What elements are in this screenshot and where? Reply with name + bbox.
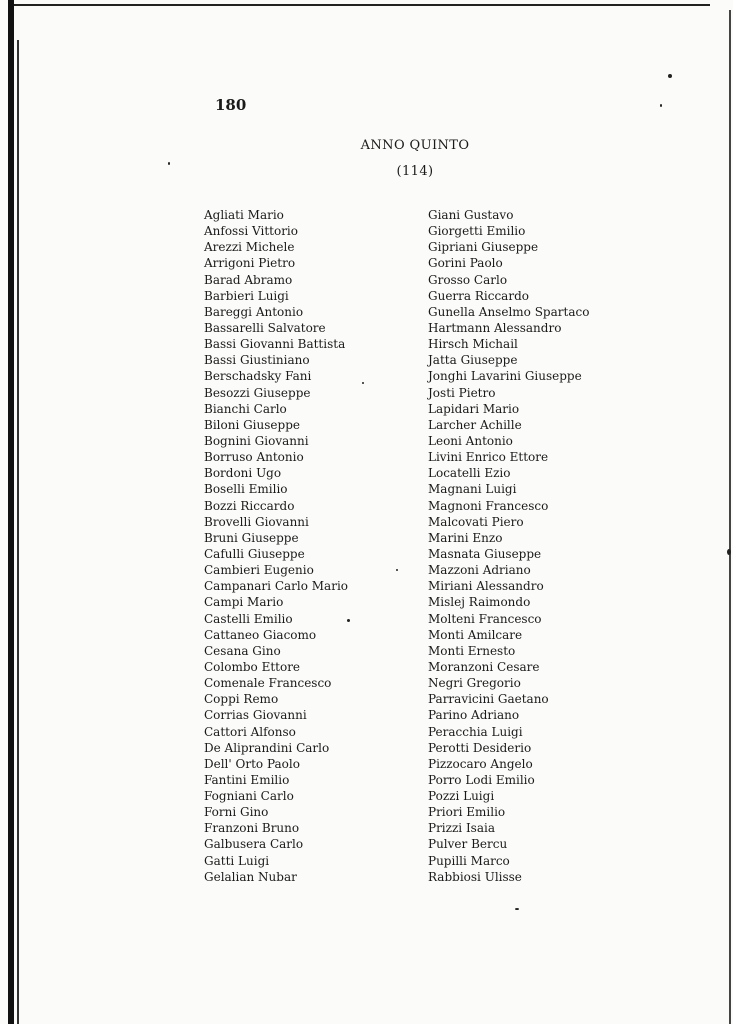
list-item: Arrigoni Pietro	[204, 256, 296, 271]
list-item: Parravicini Gaetano	[428, 692, 549, 707]
list-item: Cafulli Giuseppe	[204, 546, 305, 561]
list-item: Pupilli Marco	[428, 853, 510, 868]
list-item: Peracchia Luigi	[428, 724, 523, 739]
list-item: Boselli Emilio	[204, 482, 288, 497]
list-item: Coppi Remo	[204, 692, 279, 707]
list-item: Barad Abramo	[204, 272, 293, 287]
list-item: Hartmann Alessandro	[428, 320, 562, 335]
list-item: Parino Adriano	[428, 708, 520, 723]
ink-speck	[515, 908, 519, 910]
list-item: Gipriani Giuseppe	[428, 240, 539, 255]
page-edge-left-inner	[17, 40, 19, 1024]
list-item: Locatelli Ezio	[428, 466, 511, 481]
page-title: ANNO QUINTO	[360, 138, 470, 153]
list-item: Corrias Giovanni	[204, 708, 307, 723]
list-item: Bruni Giuseppe	[204, 530, 299, 545]
list-item: Jatta Giuseppe	[428, 353, 518, 368]
list-item: Anfossi Vittorio	[204, 224, 298, 239]
ink-speck	[727, 549, 731, 555]
list-item: Prizzi Isaia	[428, 821, 495, 836]
list-item: Bareggi Antonio	[204, 304, 304, 319]
list-item: Cattaneo Giacomo	[204, 627, 317, 642]
list-item: Campi Mario	[204, 595, 284, 610]
list-item: Bozzi Riccardo	[204, 498, 295, 513]
list-item: Grosso Carlo	[428, 272, 508, 287]
list-item: Leoni Antonio	[428, 433, 513, 448]
list-item: Bianchi Carlo	[204, 401, 287, 416]
list-item: Bassi Giovanni Battista	[204, 337, 346, 352]
list-item: Cesana Gino	[204, 643, 281, 658]
page-edge-top	[10, 4, 710, 6]
list-item: Guerra Riccardo	[428, 288, 529, 303]
list-item: Lapidari Mario	[428, 401, 520, 416]
list-item: Hirsch Michail	[428, 337, 518, 352]
list-item: Arezzi Michele	[204, 240, 295, 255]
list-item: Gorini Paolo	[428, 256, 503, 271]
list-item: Monti Ernesto	[428, 643, 516, 658]
list-item: Gunella Anselmo Spartaco	[428, 304, 590, 319]
ink-speck	[396, 569, 398, 571]
ink-speck	[660, 104, 662, 107]
names-column-left	[204, 207, 348, 885]
list-item: Negri Gregorio	[428, 676, 521, 691]
list-item: Giani Gustavo	[428, 208, 514, 222]
list-item: Moranzoni Cesare	[428, 659, 540, 674]
list-item: Josti Pietro	[428, 385, 496, 400]
list-item: De Aliprandini Carlo	[204, 740, 330, 755]
list-item: Livini Enrico Ettore	[428, 450, 549, 465]
list-item: Fantini Emilio	[204, 772, 290, 787]
list-item: Perotti Desiderio	[428, 740, 532, 755]
ink-speck	[362, 382, 364, 384]
list-item: Fogniani Carlo	[204, 789, 294, 804]
list-item: Pozzi Luigi	[428, 789, 495, 804]
list-item: Larcher Achille	[428, 417, 522, 432]
page-edge-right	[729, 10, 731, 1024]
list-item: Gelalian Nubar	[204, 869, 297, 884]
list-item: Marini Enzo	[428, 530, 503, 545]
list-item: Mislej Raimondo	[428, 595, 531, 610]
list-item: Biloni Giuseppe	[204, 417, 300, 432]
list-item: Campanari Carlo Mario	[204, 579, 349, 594]
list-item: Galbusera Carlo	[204, 837, 304, 852]
list-item: Agliati Mario	[204, 208, 284, 222]
list-item: Barbieri Luigi	[204, 288, 289, 303]
list-item: Comenale Francesco	[204, 676, 332, 691]
list-item: Masnata Giuseppe	[428, 546, 542, 561]
list-item: Priori Emilio	[428, 805, 506, 820]
list-item: Cattori Alfonso	[204, 724, 296, 739]
list-item: Borruso Antonio	[204, 450, 304, 465]
list-item: Castelli Emilio	[204, 611, 293, 626]
list-item: Bognini Giovanni	[204, 433, 309, 448]
list-item: Bassi Giustiniano	[204, 353, 310, 368]
page-number: 180	[215, 96, 247, 114]
list-item: Cambieri Eugenio	[204, 563, 314, 578]
list-item: Besozzi Giuseppe	[204, 385, 311, 400]
list-item: Giorgetti Emilio	[428, 224, 526, 239]
list-item: Colombo Ettore	[204, 659, 301, 674]
list-item: Brovelli Giovanni	[204, 514, 309, 529]
list-item: Bassarelli Salvatore	[204, 320, 326, 335]
list-item: Gatti Luigi	[204, 853, 270, 868]
list-item: Porro Lodi Emilio	[428, 772, 535, 787]
list-item: Molteni Francesco	[428, 611, 542, 626]
list-item: Monti Amilcare	[428, 627, 523, 642]
list-item: Franzoni Bruno	[204, 821, 300, 836]
list-item: Bordoni Ugo	[204, 466, 282, 481]
list-item: Rabbiosi Ulisse	[428, 869, 522, 884]
section-number: (114)	[396, 164, 434, 179]
ink-speck	[668, 74, 672, 78]
list-item: Mazzoni Adriano	[428, 563, 531, 578]
list-item: Malcovati Piero	[428, 514, 524, 529]
list-item: Forni Gino	[204, 805, 269, 820]
list-item: Pizzocaro Angelo	[428, 756, 533, 771]
list-item: Pulver Bercu	[428, 837, 508, 852]
list-item: Jonghi Lavarini Giuseppe	[428, 369, 582, 384]
list-item: Berschadsky Fani	[204, 369, 312, 384]
list-item: Magnani Luigi	[428, 482, 517, 497]
page-edge-left	[8, 0, 14, 1024]
list-item: Dell' Orto Paolo	[204, 756, 300, 771]
list-item: Magnoni Francesco	[428, 498, 549, 513]
list-item: Miriani Alessandro	[428, 579, 544, 594]
names-column-right	[428, 207, 589, 885]
